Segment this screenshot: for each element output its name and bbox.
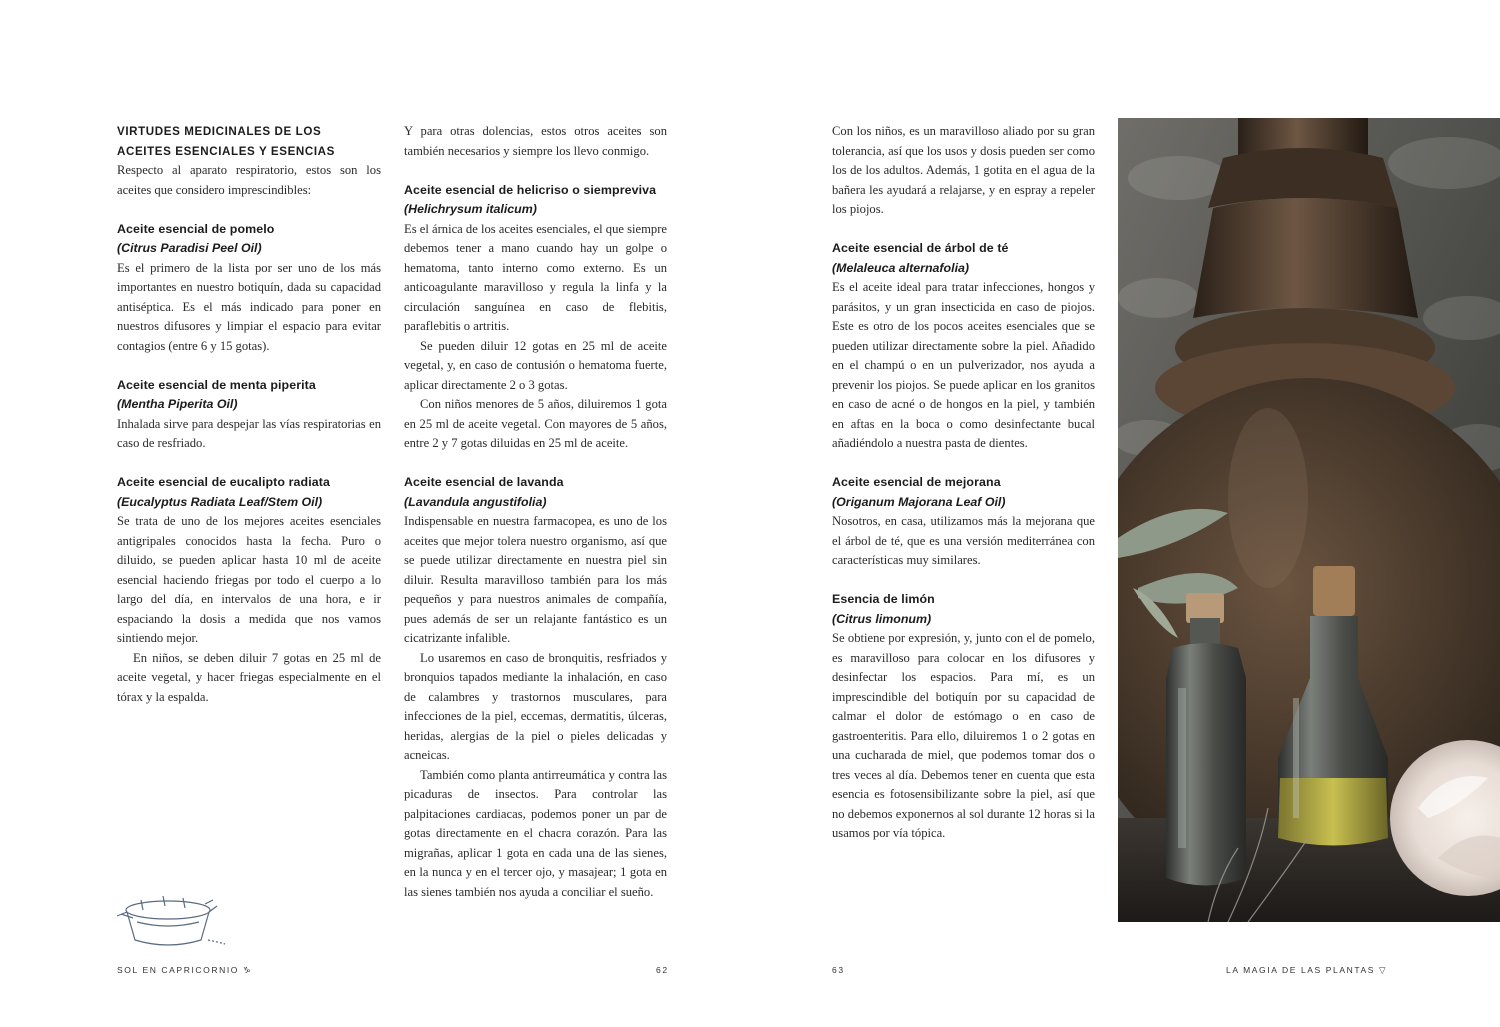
arbol-de-te-latin-name: (Melaleuca alternafolia) — [832, 260, 970, 275]
lavanda-paragraph-2: Lo usaremos en caso de bronquitis, resfriados y bronquios tapados mediante la inhalación, en caso de calambres y trastornos musculares, para infecciones de la piel, eccemas, dermatitis, úlceras, heridas, alergias de la piel o pieles delicadas y acneicas. — [404, 650, 667, 762]
pomelo-paragraph: Es el primero de la lista por ser uno de los más importantes en nuestro botiquín, dada su capacidad antiséptica. Es el más indicado para poner en nuestros difusores y limpiar el espacio para evitar contagios (entre 6 y 15 gotas). — [117, 260, 381, 353]
bottles-illustration — [1118, 118, 1500, 922]
eucalipto-paragraph-1: Se trata de uno de los mejores aceites esenciales antigripales conocidos hasta la fecha. Puro o diluido, se pueden aplicar hasta 10 ml de aceite esencial haciendo friegas por todo el cuerpo a lo largo del día, en intervalos de una hora, e ir espaciando la dosis a medida que nos vamos sintiendo mejor. — [117, 514, 381, 645]
right-column — [832, 122, 1095, 844]
essential-oil-bottles-photo — [1118, 118, 1500, 922]
pomelo-latin-name: (Citrus Paradisi Peel Oil) — [117, 241, 262, 255]
lavanda-paragraph-1: Indispensable en nuestra farmacopea, es uno de los aceites que mejor tolera nuestro organismo, así que se puede utilizar directamente en nuestra piel sin diluir. Resulta maravilloso también para los más pequeños y para nuestros animales de compañía, pues además de ser un relajante fantástico es un cicatrizante infalible. — [404, 514, 667, 645]
eucalipto-heading: Aceite esencial de eucalipto radiata — [117, 475, 330, 489]
menta-latin-name: (Mentha Piperita Oil) — [117, 397, 238, 411]
limon-paragraph: Se obtiene por expresión, y, junto con el de pomelo, es maravilloso para colocar en los difusores y desinfectar los espacios. Para mí, es un imprescindible del botiquín por su capacidad de calmar el dolor de estómago o en caso de gastroenteritis. Para ello, diluiremos 1 o 2 gotas en una cucharada de miel, que podemos tomar dos o tres veces al día. Debemos tener en cuenta que esta esencia es fotosensibilizante sobre la piel, así que no debemos exponernos al sol durante 12 horas si la usamos por vía tópica. — [832, 631, 1095, 840]
limon-latin-name: (Citrus limonum) — [832, 611, 932, 626]
helicriso-heading: Aceite esencial de helicriso o siempreviva — [404, 182, 657, 197]
helicriso-latin-name: (Helichrysum italicum) — [404, 202, 537, 216]
mejorana-heading: Aceite esencial de mejorana — [832, 475, 1001, 489]
other-oils-intro: Y para otras dolencias, estos otros aceites son también necesarios y siempre los llevo conmigo. — [404, 124, 667, 158]
left-footer-title: SOL EN CAPRICORNIO ♑ — [117, 965, 253, 975]
mejorana-paragraph: Nosotros, en casa, utilizamos más la mejorana que el árbol de té, que es una versión mediterránea con características muy similares. — [832, 514, 1095, 567]
lavanda-latin-name: (Lavandula angustifolia) — [404, 494, 547, 509]
eucalipto-latin-name: (Eucalyptus Radiata Leaf/Stem Oil) — [117, 494, 323, 509]
helicriso-paragraph-2: Se pueden diluir 12 gotas en 25 ml de aceite vegetal, y, en caso de contusión o hematoma fuerte, aplicar directamente 2 o 3 gotas. — [404, 338, 667, 392]
menta-paragraph: Inhalada sirve para despejar las vías respiratorias en caso de resfriado. — [117, 416, 381, 450]
right-footer-title: LA MAGIA DE LAS PLANTAS ▽ — [1226, 965, 1388, 975]
section-title-line-1: VIRTUDES MEDICINALES DE LOS — [117, 125, 322, 138]
children-paragraph: Con los niños, es un maravilloso aliado por su gran tolerancia, así que los usos y dosis pueden ser como los de los adultos. Además, 1 gotita en el agua de la bañera les ayudará a relajarse, y en espray a repeler los piojos. — [832, 124, 1095, 216]
mejorana-latin-name: (Origanum Majorana Leaf Oil) — [832, 494, 1006, 509]
section-title-line-2: ACEITES ESENCIALES Y ESENCIAS — [117, 144, 335, 158]
menta-heading: Aceite esencial de menta piperita — [117, 377, 316, 392]
limon-heading: Esencia de limón — [832, 592, 935, 606]
eucalipto-paragraph-2: En niños, se deben diluir 7 gotas en 25 ml de aceite vegetal, y hacer friegas especialmente en el tórax y la espalda. — [117, 650, 381, 704]
lavanda-heading: Aceite esencial de lavanda — [404, 475, 564, 489]
pot-sketch-icon — [113, 892, 228, 957]
lavanda-paragraph-3: También como planta antirreumática y contra las picaduras de insectos. Para controlar las palpitaciones cardiacas, podemos poner un par de gotas directamente en el chacra corazón. Para las migrañas, aplicar 1 gota en cada una de las sienes, en la nunca y en el tercer ojo, y masajear; 1 gota en las sienes también nos ayuda a conciliar el sueño. — [404, 767, 667, 899]
helicriso-paragraph-3: Con niños menores de 5 años, diluiremos 1 gota en 25 ml de aceite vegetal. Con mayores de 5 años, entre 2 y 7 gotas diluidas en 25 ml de aceite. — [404, 397, 667, 450]
intro-paragraph: Respecto al aparato respiratorio, estos son los aceites que considero imprescindibles: — [117, 163, 381, 197]
helicriso-paragraph-1: Es el árnica de los aceites esenciales, el que siempre debemos tener a mano cuando hay un golpe o hematoma, tanto interno como externo. Es un anticoagulante maravilloso y regula la linfa y la circulación sanguínea en caso de flebitis, paraflebitis o artritis. — [404, 221, 667, 333]
right-page-number: 63 — [832, 965, 845, 975]
arbol-de-te-heading: Aceite esencial de árbol de té — [832, 241, 1009, 255]
left-column-1 — [117, 122, 381, 707]
left-page-number: 62 — [656, 965, 669, 975]
arbol-de-te-paragraph: Es el aceite ideal para tratar infecciones, hongos y parásitos, y un gran insecticida en caso de piojos. Este es otro de los pocos aceites esenciales que se pueden utilizar directamente sobre la piel. Añadido en el champú o en un pulverizador, nos ayuda a prevenir los piojos. Se puede aplicar en los granitos en caso de acné o de hongos en la piel, y también en aftas en la boca o como desinfectante bucal añadiéndolo a nuestra pasta de dientes. — [832, 280, 1095, 450]
pomelo-heading: Aceite esencial de pomelo — [117, 221, 275, 236]
left-column-2 — [404, 122, 667, 902]
